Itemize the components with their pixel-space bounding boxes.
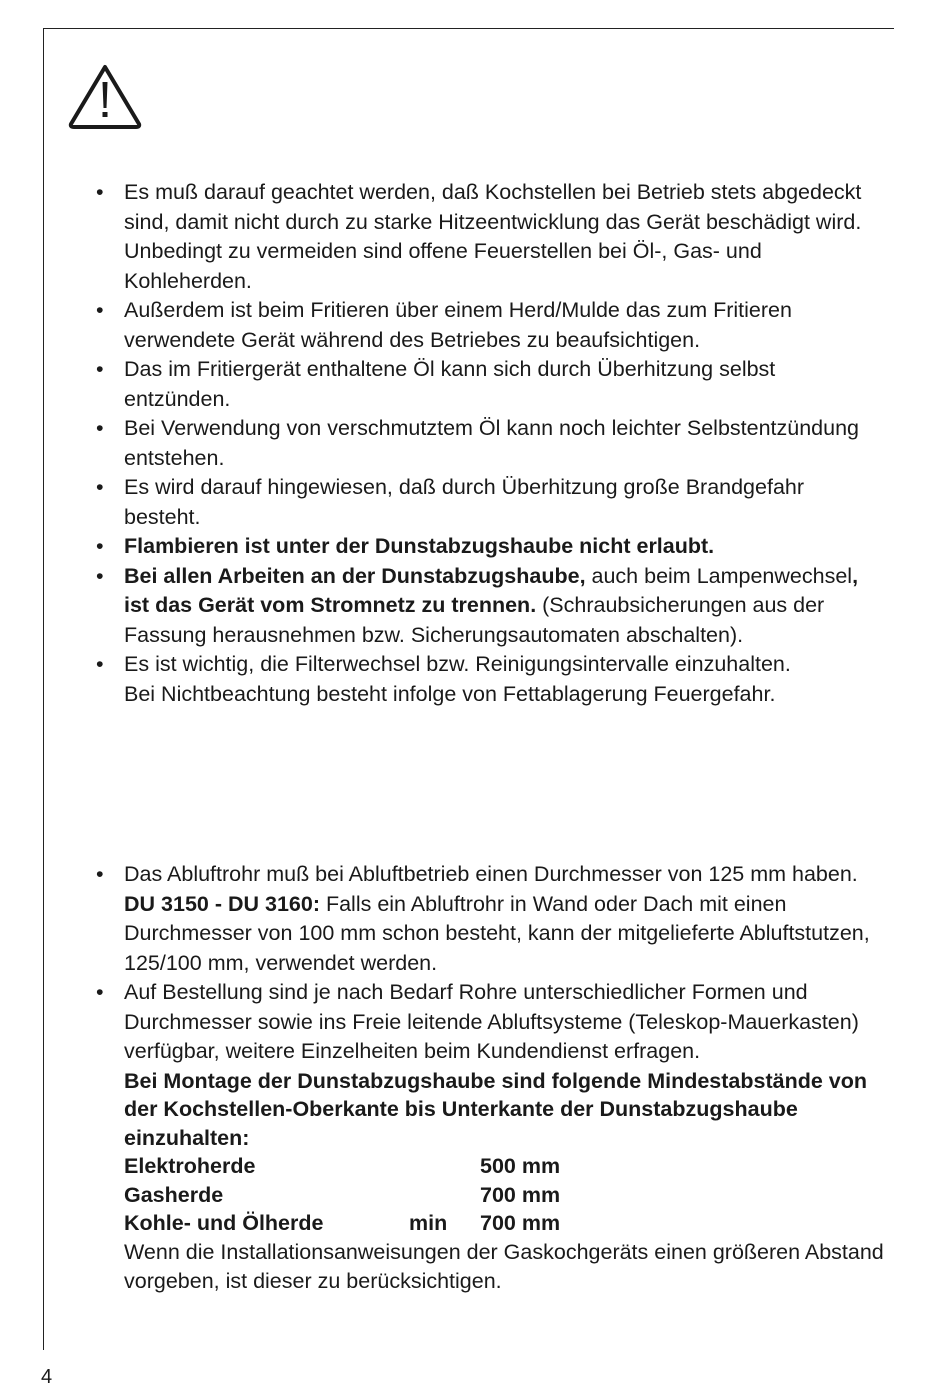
- fuse-removal-text: (Schraubsicherungen aus der Fassung herausnehmen bzw. Sicherungsautomaten abschalten).: [124, 593, 825, 647]
- list-item: [96, 562, 886, 651]
- adapter-text: Falls ein Abluftrohr in Wand oder Dach mit einen Durchmesser von 100 mm schon besteht, kann der mitgelieferte Abluftstutzen, 125/100 mm, verwendet werden.: [124, 891, 870, 975]
- list-item-text: Das im Fritiergerät enthaltene Öl kann sich durch Überhitzung selbst entzünden.: [124, 357, 776, 411]
- list-item-text: Es muß darauf geachtet werden, daß Kochstellen bei Betrieb stets abgedeckt sind, damit nicht durch zu starke Hitzeentwicklung das Gerät beschädigt wird. Unbedingt zu vermeiden sind offene Feuerstellen bei Öl-, Gas- und Kohleherden.: [124, 180, 862, 293]
- min-distance-heading: Bei Montage der Dunstabzugshaube sind folgende Mindestabstände von der Kochstellen-Oberkante bis Unterkante der Dunstabzugshaube einzuhalten:: [124, 1068, 868, 1150]
- list-item-text: Auf Bestellung sind je nach Bedarf Rohre unterschiedlicher Formen und Durchmesser sowie ins Freie leitende Abluftsysteme (Teleskop-Mauerkasten) verfügbar, weitere Einzelheiten beim Kundendienst erfragen.: [124, 980, 859, 1063]
- power-disconnect-text: auch beim Lampenwechsel: [585, 563, 853, 588]
- model-numbers: DU 3150 - DU 3160:: [124, 891, 320, 916]
- distance-value: 500 mm: [480, 1154, 561, 1178]
- distance-row: [124, 1152, 886, 1181]
- frame-top-rule: [43, 28, 894, 29]
- list-item-text: Das Abluftrohr muß bei Abluftbetrieb einen Durchmesser von 125 mm haben.: [124, 862, 858, 886]
- list-item: [96, 650, 886, 709]
- distance-label: Kohle- und Ölherde: [124, 1211, 324, 1235]
- distance-label: Elektroherde: [124, 1154, 256, 1178]
- list-item: [96, 978, 886, 1297]
- distance-row: [124, 1181, 886, 1210]
- distance-label: Gasherde: [124, 1182, 224, 1207]
- list-item: [96, 178, 886, 296]
- safety-list: [96, 178, 886, 709]
- list-item-text: Außerdem ist beim Fritieren über einem Herd/Mulde das zum Fritieren verwendete Gerät während des Betriebes zu beaufsichtigen.: [124, 298, 792, 352]
- list-item: [96, 473, 886, 532]
- distance-value: 700 mm: [480, 1182, 561, 1207]
- list-item-text: Es wird darauf hingewiesen, daß durch Überhitzung große Brandgefahr besteht.: [124, 475, 805, 529]
- list-item: [96, 355, 886, 414]
- warning-triangle-icon: [68, 64, 142, 130]
- list-item-text: Es ist wichtig, die Filterwechsel bzw. Reinigungsintervalle einzuhalten.: [124, 652, 791, 676]
- power-disconnect-bold-text-2: , ist das Gerät vom Stromnetz zu trennen.: [124, 563, 859, 617]
- page-number: 4: [41, 1366, 53, 1388]
- list-item: [96, 414, 886, 473]
- list-item: [96, 860, 886, 978]
- gas-cooktop-note: Wenn die Installationsanweisungen der Gaskochgeräts einen größeren Abstand vorgeben, ist dieser zu berücksichtigen.: [124, 1239, 884, 1293]
- fire-hazard-text: Bei Nichtbeachtung besteht infolge von Fettablagerung Feuergefahr.: [124, 681, 776, 706]
- list-item: [96, 532, 886, 562]
- distance-value: 700 mm: [480, 1211, 561, 1235]
- distance-row: [124, 1209, 886, 1238]
- flambe-warning-text: Flambieren ist unter der Dunstabzugshaube nicht erlaubt.: [124, 534, 715, 558]
- power-disconnect-bold-text: Bei allen Arbeiten an der Dunstabzugshaube,: [124, 563, 586, 588]
- installation-list: [96, 860, 886, 1297]
- list-item-text: Bei Verwendung von verschmutztem Öl kann noch leichter Selbstentzündung entstehen.: [124, 416, 860, 470]
- frame-left-rule: [43, 28, 44, 1350]
- distance-qualifier: min: [409, 1211, 448, 1235]
- list-item: [96, 296, 886, 355]
